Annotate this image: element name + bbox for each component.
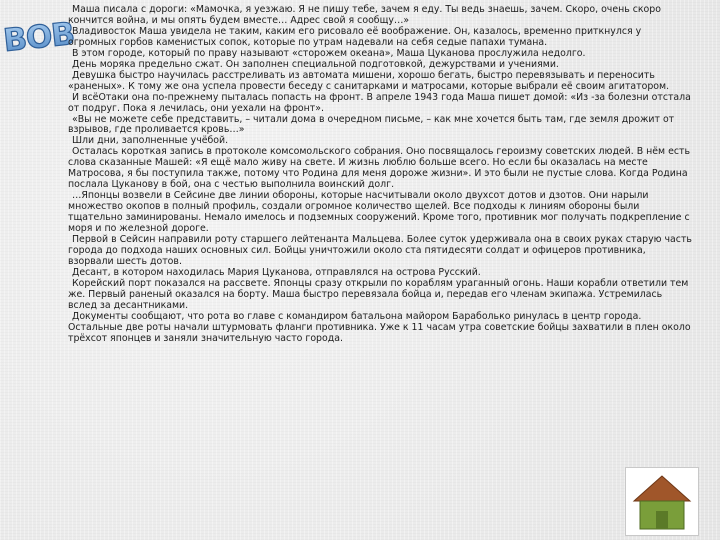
paragraph: Девушка быстро научилась расстреливать из автомата мишени, хорошо бегать, быстро перевязывать и переносить «раненых». К тому же она успела провести беседу с санитарками и матросами, которые выбрали её своим агитатором. <box>68 69 670 92</box>
article-text <box>68 5 692 345</box>
paragraph: Осталась короткая запись в протоколе комсомольского собрания. Оно посвящалось героизму советских людей. В нём есть слова сказанные Машей: «Я ещё мало живу на свете. И жизнь люблю больше всего. Но если бы оказалась на месте Матросова, я бы поступила также, потому что Родина для меня дороже жизни». И это были не пустые слова. Когда Родина послала Цуканову в бой, она с честью выполнила воинский долг. <box>68 146 691 191</box>
home-button[interactable] <box>625 467 699 536</box>
paragraph: Десант, в котором находилась Мария Цуканова, отправлялся на острова Русский. <box>72 266 481 278</box>
paragraph: …Японцы возвели в Сейсине две линии обороны, которые насчитывали около двухсот дотов и дзотов. Они нарыли множество окопов в полный профиль, создали огромное количество щелей. Все подходы к линиям обороны были тщательно заминированы. Немало имелось и подземных сооружений. Кроме того, противник мог получать подкрепление с моря и по железной дороге. <box>68 190 690 235</box>
home-icon <box>634 476 690 529</box>
vov-logo <box>0 4 76 62</box>
paragraph: Первой в Сейсин направили роту старшего лейтенанта Мальцева. Более суток удерживала она в своих руках старую часть города до подхода наших основных сил. Бойцы уничтожили около ста пятидесяти солдат и офицеров противника, взорвали шесть дотов. <box>68 234 692 267</box>
paragraph: Документы сообщают, что рота во главе с командиром батальона майором Бараболько ринулась в центр города. Остальные две роты начали штурмовать фланги противника. Уже к 11 часам утра советские бойцы захватили в плен около трёхсот японцев и заняли значительную часто города. <box>68 310 691 344</box>
logo-text: ВОВ <box>1 15 76 60</box>
paragraph: Корейский порт показался на рассвете. Японцы сразу открыли по кораблям ураганный огонь. Наши корабли ответили тем же. Первый раненый оказался на борту. Маша быстро перевязала бойца и, передав его членам экипажа. Устремилась вслед за десантниками. <box>68 277 689 311</box>
paragraph: Шли дни, заполненные учёбой. <box>72 135 229 147</box>
paragraph: День моряка предельно сжат. Он заполнен специальной подготовкой, дежурствами и учениями. <box>72 58 559 70</box>
paragraph: Владивосток Маша увидела не таким, каким его рисовало её воображение. Он, казалось, временно приткнулся у огромных горбов каменистых сопок, которые по утрам надевали на себя седые папахи тумана. <box>68 25 642 48</box>
paragraph: «Вы не можете себе представить, – читали дома в очередном письме, – как мне хочется быть там, где земля дрожит от взрывов, где проливается кровь…» <box>68 113 675 136</box>
paragraph: И всёОтаки она по-прежнему пыталась попасть на фронт. В апреле 1943 года Маша пишет домой: «Из -за болезни отстала от подруг. Пока я лечилась, они уехали на фронт». <box>68 91 691 114</box>
paragraph: Маша писала с дороги: «Мамочка, я уезжаю. Я не пишу тебе, зачем я еду. Ты ведь знаешь, зачем. Скоро, очень скоро кончится война, и мы опять будем вместе… Адрес свой я сообщу…» <box>68 4 661 26</box>
paragraph: В этом городе, который по праву называют «сторожем океана», Маша Цуканова прослужила недолго. <box>72 47 586 59</box>
